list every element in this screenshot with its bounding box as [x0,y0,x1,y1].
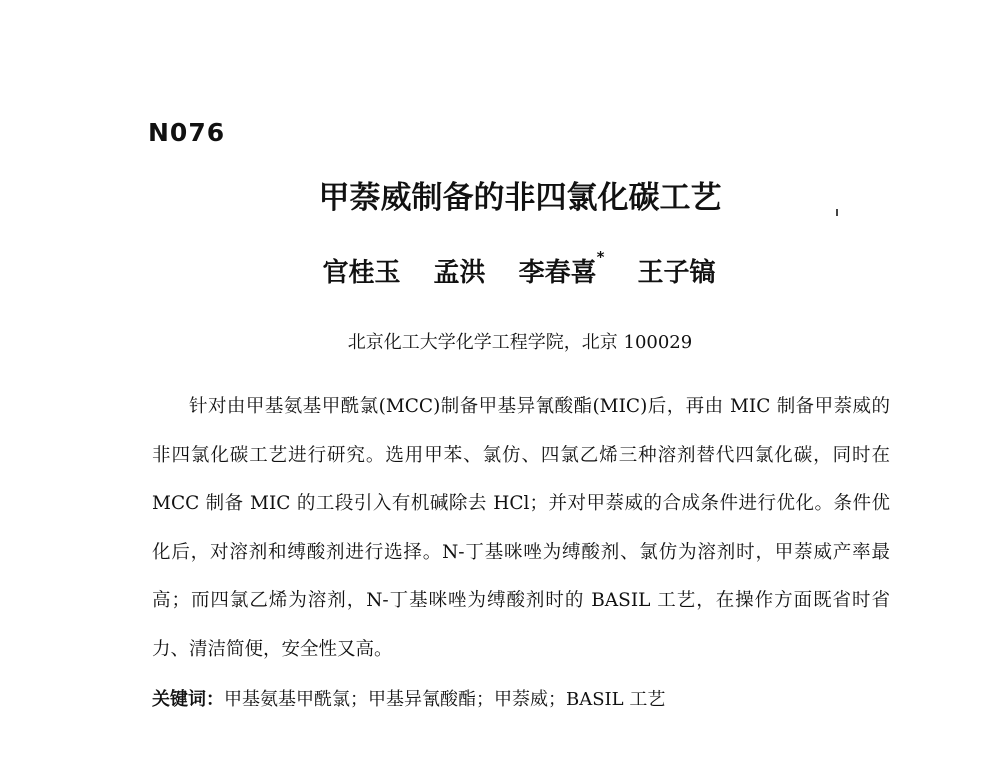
author-name: 李春喜 [518,258,597,288]
corresponding-author-mark: * [596,248,605,266]
author-name: 孟洪 [433,258,486,288]
author-2 [434,252,486,289]
keywords-label: 关键词： [152,689,224,710]
paper-title: 甲萘威制备的非四氯化碳工艺 [318,180,722,216]
affiliation: 北京化工大学化学工程学院，北京 100029 [347,332,693,353]
abstract-paragraph: 针对由甲基氨基甲酰氯(MCC)制备甲基异氰酸酯(MIC)后，再由 MIC 制备甲萘威的非四氯化碳工艺进行研究。选用甲苯、氯仿、四氯乙烯三种溶剂替代四氯化碳，同时在 MCC 制备 MIC 的工段引入有机碱除去 HCl；并对甲萘威的合成条件进行优化。条件优化后，对溶剂和缚酸剂进行选择。N-丁基咪唑为缚酸剂、氯仿为溶剂时，甲萘威产率最高；而四氯乙烯为溶剂，N-丁基咪唑为缚酸剂时的 BASIL 工艺，在操作方面既省时省力、清洁简便，安全性又高。 [152,396,890,660]
paper-id: N076 [148,118,226,147]
scan-speck [836,209,838,216]
author-name: 官桂玉 [322,258,401,288]
author-list [0,248,1000,289]
keywords [152,685,892,711]
author-1 [322,252,400,289]
author-4 [638,252,716,289]
author-name: 王子镐 [637,258,716,288]
keywords-text: 甲基氨基甲酰氯；甲基异氰酸酯；甲萘威；BASIL 工艺 [224,689,666,710]
author-3 [518,248,605,289]
